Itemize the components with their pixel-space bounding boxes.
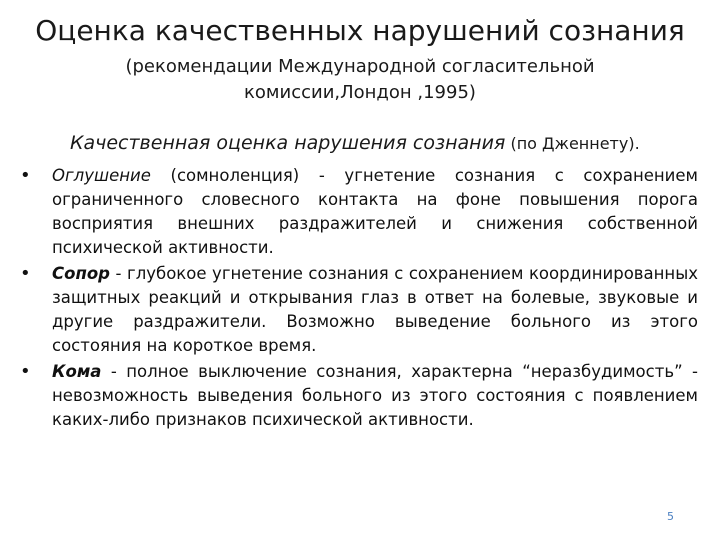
item-term: Оглушение (52, 166, 151, 185)
list-item-coma (20, 360, 698, 432)
bullet-icon: • (20, 165, 31, 186)
page-number: 5 (667, 510, 674, 523)
slide-subtitle (0, 54, 720, 106)
item-text: - полное выключение сознания, характерна “неразбудимость” - невозможность выведения больного из этого состояния с появлением каких-либо признаков психической активности. (52, 362, 698, 429)
slide-title: Оценка качественных нарушений сознания (35, 14, 685, 47)
item-term: Сопор (52, 264, 110, 283)
list-item-stupefaction (20, 164, 698, 260)
item-text: - глубокое угнетение сознания с сохранением координированных защитных реакций и открывания глаз в ответ на болевые, звуковые и другие раздражители. Возможно выведение больного из этого состояния на короткое время. (52, 264, 698, 355)
subtitle-line-1: (рекомендации Международной согласительной (125, 56, 595, 77)
item-text: (сомноленция) - угнетение сознания с сохранением ограниченного словесного контакта на фоне повышения порога восприятия внешних раздражителей и снижения собственной психической активности. (52, 166, 698, 257)
subtitle-line-2: комиссии,Лондон ,1995) (244, 82, 476, 103)
section-heading-note: (по Дженнету). (505, 134, 640, 153)
item-term: Кома (52, 362, 102, 381)
bullet-icon: • (20, 361, 31, 382)
section-heading-main: Качественная оценка нарушения сознания (70, 132, 506, 154)
list-item-sopor (20, 262, 698, 358)
section-heading (70, 132, 710, 154)
consciousness-levels-list (20, 164, 698, 434)
bullet-icon: • (20, 263, 31, 284)
